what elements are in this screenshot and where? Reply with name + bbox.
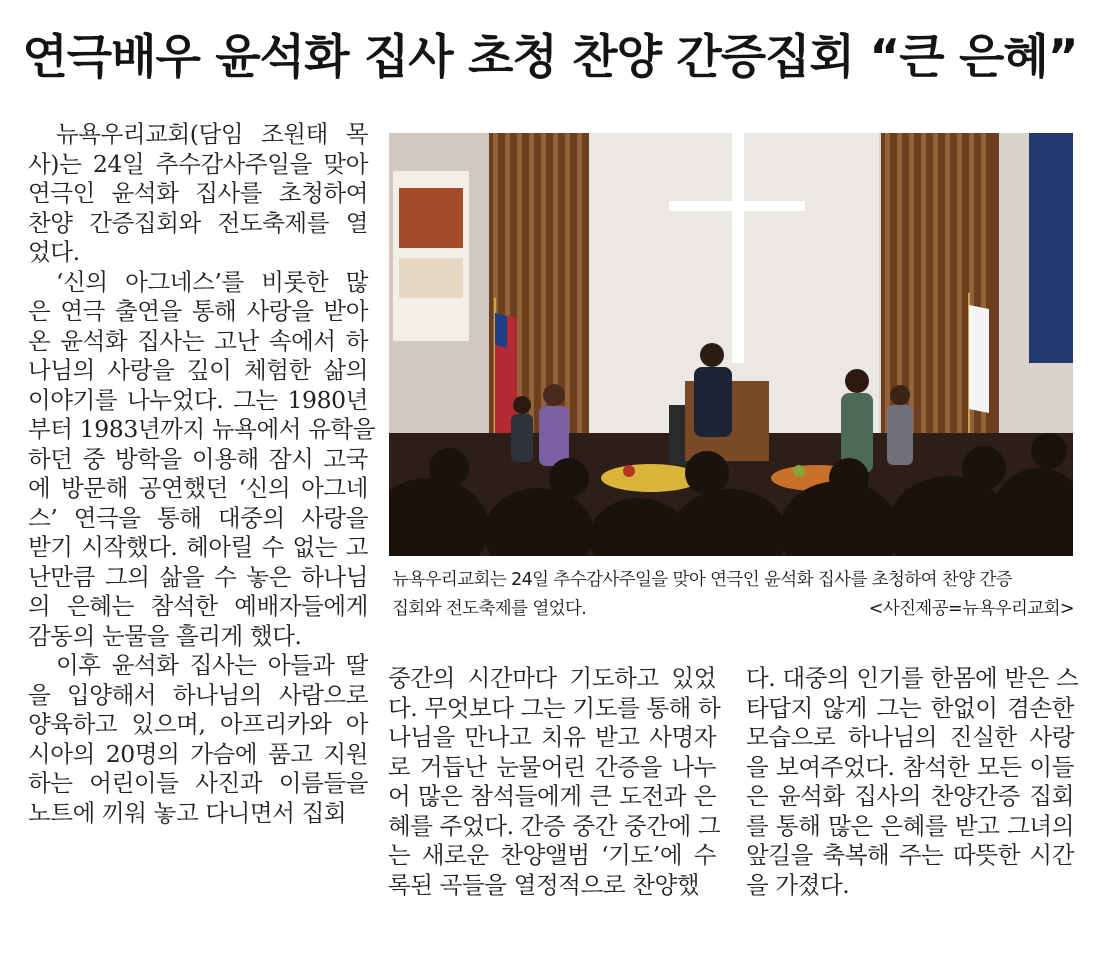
article-text-line: 모습으로 하나님의 진실한 사랑 <box>746 723 1074 751</box>
article-text-line: 에 방문해 공연했던 ‘신의 아그네 <box>28 474 368 502</box>
article-text-line: ‘신의 아그네스’를 비롯한 많 <box>56 267 368 296</box>
article-text-line: 로 거듭난 눈물어린 간증을 나누 <box>388 752 716 781</box>
church-stage-illustration <box>389 133 1073 556</box>
photo-caption <box>392 566 1074 624</box>
article-text-line: 나님을 만나고 치유 받고 사명자 <box>388 723 716 751</box>
article-text-line: 은 윤석화 집사의 찬양간증 집회 <box>746 782 1074 810</box>
article-column-3 <box>746 664 1079 900</box>
article-text-line: 이야기를 나누었다. 그는 1980년 <box>28 385 368 414</box>
article-text-line: 은 연극 출연을 통해 사랑을 받아 <box>28 297 368 325</box>
article-text-line: 다. 대중의 인기를 한몸에 받은 스 <box>746 664 1079 692</box>
article-column-1 <box>28 120 376 828</box>
article-text-line: 연극인 윤석화 집사를 초청하여 <box>28 179 368 207</box>
article-text-line: 혜를 주었다. 간증 중간 중간에 그 <box>388 811 721 840</box>
article-text-line: 나님의 사랑을 깊이 체험한 삶의 <box>28 356 368 384</box>
article-text-line: 시아의 20명의 가슴에 품고 지원 <box>28 739 368 768</box>
article-text-line: 타답지 않게 그는 한없이 겸손한 <box>746 693 1074 722</box>
article-text-line: 노트에 끼워 놓고 다니면서 집회 <box>28 798 347 827</box>
article-text-line: 을 가졌다. <box>746 870 850 899</box>
article-headline: 연극배우 윤석화 집사 초청 찬양 간증집회 “큰 은혜” <box>22 30 1078 85</box>
article-text-line: 앞길을 축복해 주는 따뜻한 시간 <box>746 841 1074 869</box>
article-text-line: 는 새로운 찬양앨범 ‘기도’에 수 <box>388 841 716 869</box>
article-text-line: 중간의 시간마다 기도하고 있었 <box>388 664 716 692</box>
article-text-line: 어 많은 참석들에게 큰 도전과 은 <box>388 782 716 810</box>
article-text-line: 감동의 눈물을 흘리게 했다. <box>28 621 302 650</box>
article-text-line: 를 통해 많은 은혜를 받고 그녀의 <box>746 811 1074 840</box>
article-text-line: 받기 시작했다. 헤아릴 수 없는 고 <box>28 533 368 561</box>
article-text-line: 사)는 24일 추수감사주일을 맞아 <box>28 149 368 178</box>
article-text-line: 었다. <box>28 238 80 266</box>
article-text-line: 이후 윤석화 집사는 아들과 딸 <box>56 651 368 679</box>
article-text-line: 양육하고 있으며, 아프리카와 아 <box>28 710 368 738</box>
article-text-line: 의 은혜는 참석한 예배자들에게 <box>28 592 368 620</box>
article-column-2 <box>388 664 721 900</box>
article-text-line: 난만큼 그의 삶을 수 놓은 하나님 <box>28 562 368 591</box>
article-text-line: 찬양 간증집회와 전도축제를 열 <box>28 208 368 237</box>
article-text-line: 하던 중 방학을 이용해 잠시 고국 <box>28 444 368 473</box>
article-text-line: 을 입양해서 하나님의 사람으로 <box>28 680 368 709</box>
article-text-line: 부터 1983년까지 뉴욕에서 유학을 <box>28 415 376 443</box>
article-text-line: 뉴욕우리교회(담임 조원태 목 <box>56 120 368 148</box>
article-photo <box>389 133 1073 556</box>
article-text-line: 온 윤석화 집사는 고난 속에서 하 <box>28 326 368 355</box>
article-text-line: 스’ 연극을 통해 대중의 사랑을 <box>28 503 368 532</box>
photo-caption-line-2: 집회와 전도축제를 열었다. <box>392 599 587 619</box>
photo-credit: <사진제공=뉴욕우리교회> <box>868 599 1074 619</box>
article-text-line: 록된 곡들을 열정적으로 찬양했 <box>388 870 700 899</box>
article-text-line: 다. 무엇보다 그는 기도를 통해 하 <box>388 693 721 722</box>
article-text-line: 을 보여주었다. 참석한 모든 이들 <box>746 752 1074 781</box>
article-text-line: 하는 어린이들 사진과 이름들을 <box>28 769 368 797</box>
photo-caption-line-1: 뉴욕우리교회는 24일 추수감사주일을 맞아 연극인 윤석화 집사를 초청하여 찬양 간증 <box>392 570 1013 590</box>
